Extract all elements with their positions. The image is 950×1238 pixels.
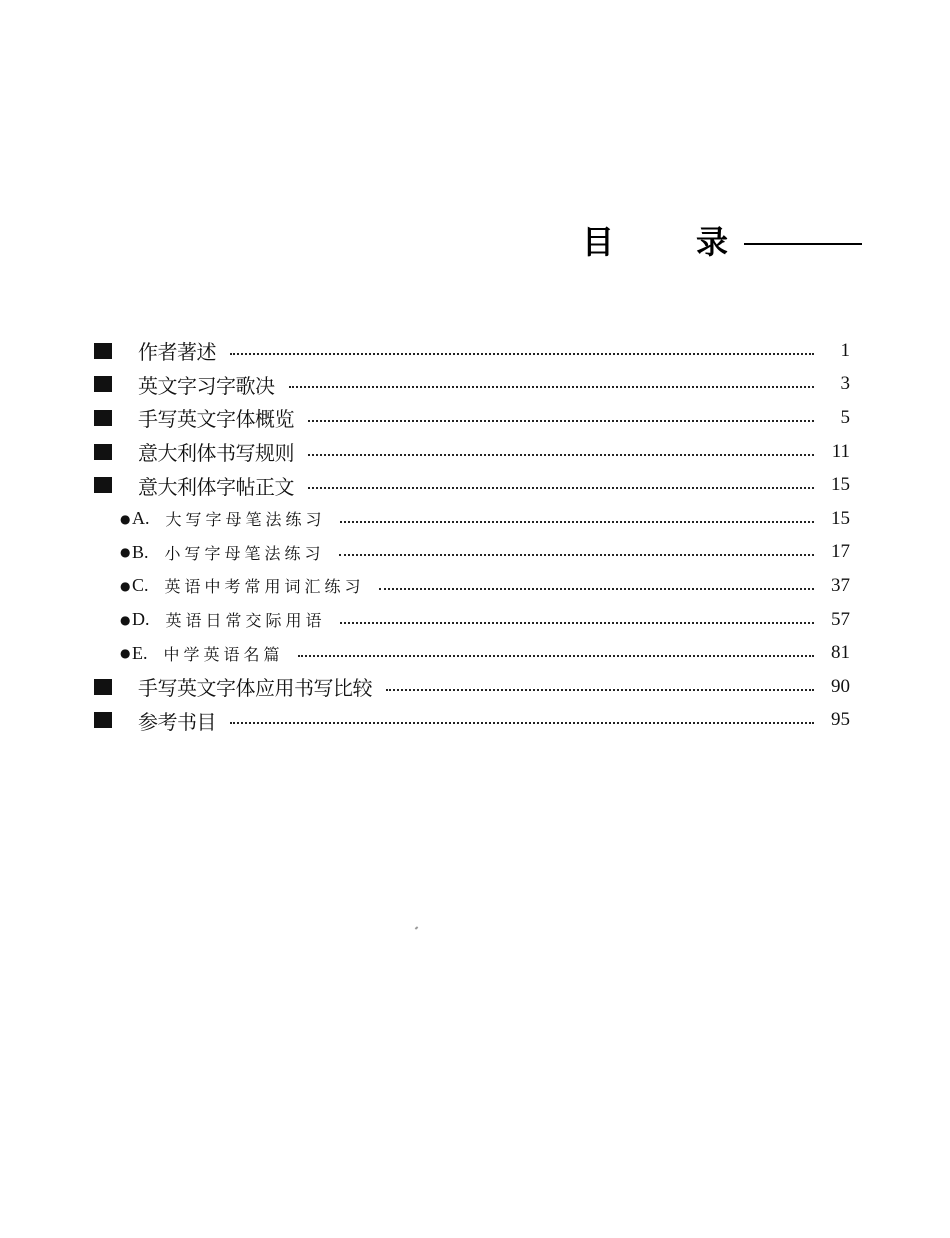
toc-entry-title: 手写英文字体应用书写比较 xyxy=(138,676,372,701)
dot-leader xyxy=(308,452,814,456)
dot-leader xyxy=(379,586,814,590)
table-of-contents xyxy=(94,334,850,737)
toc-entry-page: 11 xyxy=(831,440,850,462)
dot-leader xyxy=(230,351,814,355)
dot-leader xyxy=(386,687,814,691)
round-bullet-icon: ● xyxy=(120,646,131,661)
toc-subentry-title: 英语中考常用词汇练习 xyxy=(164,577,365,597)
toc-subentry[interactable] xyxy=(94,603,850,637)
toc-entry[interactable] xyxy=(94,468,850,502)
dot-leader xyxy=(289,384,815,388)
toc-entry[interactable] xyxy=(94,334,850,368)
dot-leader xyxy=(340,620,814,624)
toc-subentry-page: 37 xyxy=(831,574,850,596)
toc-entry-page: 5 xyxy=(840,406,850,428)
toc-subentry[interactable] xyxy=(94,636,850,670)
toc-subentry-page: 57 xyxy=(831,608,850,630)
toc-entry-title: 作者著述 xyxy=(138,340,216,365)
square-bullet-icon xyxy=(94,444,112,460)
toc-entry[interactable] xyxy=(94,704,850,738)
toc-subentry-title: 大写字母笔法练习 xyxy=(165,510,326,530)
square-bullet-icon xyxy=(94,410,112,426)
dot-leader xyxy=(340,519,814,523)
square-bullet-icon xyxy=(94,376,112,392)
square-bullet-icon xyxy=(94,679,112,695)
toc-subentry[interactable] xyxy=(94,536,850,570)
toc-subentry-letter: A. xyxy=(132,508,150,529)
toc-subentry-page: 81 xyxy=(831,642,850,664)
round-bullet-icon: ● xyxy=(120,612,131,627)
toc-subentry-page: 15 xyxy=(831,507,850,529)
toc-entry[interactable] xyxy=(94,401,850,435)
heading-char-mu: 目 xyxy=(582,223,615,261)
dot-leader xyxy=(308,485,814,489)
heading-rule xyxy=(744,243,862,245)
dot-leader xyxy=(308,418,814,422)
round-bullet-icon: ● xyxy=(120,545,131,560)
toc-subentry[interactable] xyxy=(94,569,850,603)
toc-entry-page: 1 xyxy=(840,339,850,361)
toc-entry-title: 手写英文字体概览 xyxy=(138,407,294,432)
square-bullet-icon xyxy=(94,712,112,728)
dot-leader xyxy=(298,653,814,657)
toc-subentry-page: 17 xyxy=(831,541,850,563)
toc-entry-page: 15 xyxy=(831,474,850,496)
toc-entry[interactable] xyxy=(94,368,850,402)
toc-subentry-letter: E. xyxy=(132,642,148,663)
round-bullet-icon: ● xyxy=(120,578,131,593)
toc-entry-title: 英文字习字歌决 xyxy=(138,373,275,398)
toc-entry[interactable] xyxy=(94,670,850,704)
toc-subentry-letter: B. xyxy=(132,541,149,562)
round-bullet-icon: ● xyxy=(120,511,131,526)
dot-leader xyxy=(230,720,814,724)
toc-entry-page: 3 xyxy=(840,373,850,395)
dot-leader xyxy=(339,552,814,556)
toc-heading xyxy=(582,222,862,262)
toc-subentry[interactable] xyxy=(94,502,850,536)
scan-speck xyxy=(415,926,419,929)
toc-entry-title: 参考书目 xyxy=(138,709,216,734)
toc-entry-page: 95 xyxy=(831,709,850,731)
toc-subentry-title: 中学英语名篇 xyxy=(163,644,284,664)
toc-subentry-letter: C. xyxy=(132,575,149,596)
toc-subentry-title: 英语日常交际用语 xyxy=(165,611,326,631)
heading-char-lu: 录 xyxy=(696,223,729,261)
toc-subentry-letter: D. xyxy=(132,609,150,630)
toc-entry[interactable] xyxy=(94,435,850,469)
square-bullet-icon xyxy=(94,343,112,359)
toc-entry-title: 意大利体书写规则 xyxy=(138,441,294,466)
toc-entry-page: 90 xyxy=(831,675,850,697)
square-bullet-icon xyxy=(94,477,112,493)
toc-entry-title: 意大利体字帖正文 xyxy=(138,474,294,499)
toc-subentry-title: 小写字母笔法练习 xyxy=(164,543,325,563)
